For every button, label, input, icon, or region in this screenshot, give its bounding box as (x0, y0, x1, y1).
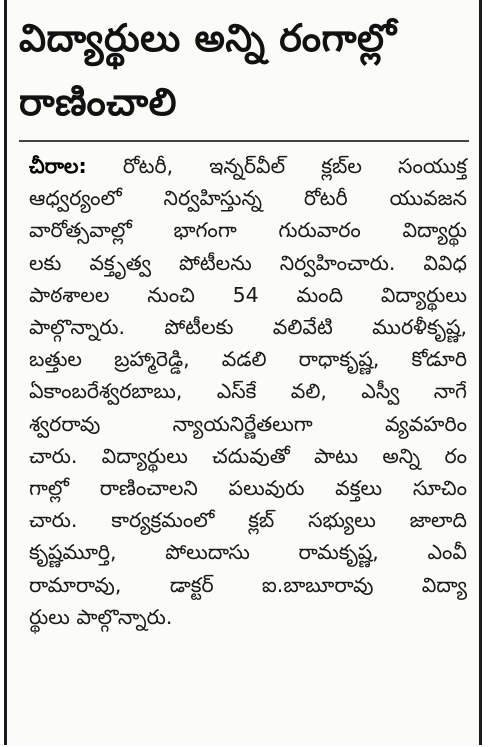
headline (7, 0, 479, 134)
article-line-text: రోటరీ, ఇన్నర్‌వీల్ క్లబ్‌ల సంయుక్త (122, 154, 467, 178)
article-line (29, 150, 467, 182)
article-line: పాఠశాలల నుంచి 54 మంది విద్యార్థులు (29, 282, 467, 307)
headline-line: రాణించాలి (19, 80, 178, 124)
article-line: గాల్లో రాణించాలని పలువురు వక్తలు సూచిం (29, 476, 467, 501)
article-line: వారోత్సవాల్లో భాగంగా గురువారం విద్యార్థు (29, 218, 467, 243)
dateline: చీరాల: (29, 154, 87, 178)
article-line: లకు వక్తృత్వ పోటీలను నిర్వహించారు. వివిధ (29, 250, 467, 275)
headline-divider (19, 140, 469, 142)
article-line: పాల్గొన్నారు. పోటీలకు వలివేటి మురళీకృష్ణ, (29, 315, 467, 340)
article-line: చారు. విద్యార్థులు చదువుతో పాటు అన్ని రం (29, 443, 467, 468)
newspaper-clipping (4, 0, 482, 745)
headline-line: విద్యార్థులు అన్ని రంగాల్లో (19, 16, 397, 60)
article-line: చారు. కార్యక్రమంలో క్లబ్ సభ్యులు జాలాది (29, 508, 467, 533)
article-line: ర్థులు పాల్గొన్నారు. (29, 604, 173, 629)
article-line: కృష్ణమూర్తి, పోలుదాసు రామకృష్ణ, ఎంవీ (29, 540, 467, 565)
article-body (7, 150, 479, 633)
article-line: ఏకాంబరేశ్వరబాబు, ఎస్‌కే వలి, ఎస్వీ నాగే (29, 379, 467, 404)
article-line: ఆధ్వర్యంలో నిర్వహిస్తున్న రోటరీ యువజన (29, 186, 467, 211)
article-line: రామారావు, డాక్టర్ ఐ.బాబూరావు విద్యా (29, 572, 467, 597)
article-line: శ్వరరావు న్యాయనిర్ణేతలుగా వ్యవహరిం (29, 411, 467, 436)
article-line: బత్తుల బ్రహ్మారెడ్డి, వడలి రాధాకృష్ణ, కోడూరి (29, 347, 467, 372)
